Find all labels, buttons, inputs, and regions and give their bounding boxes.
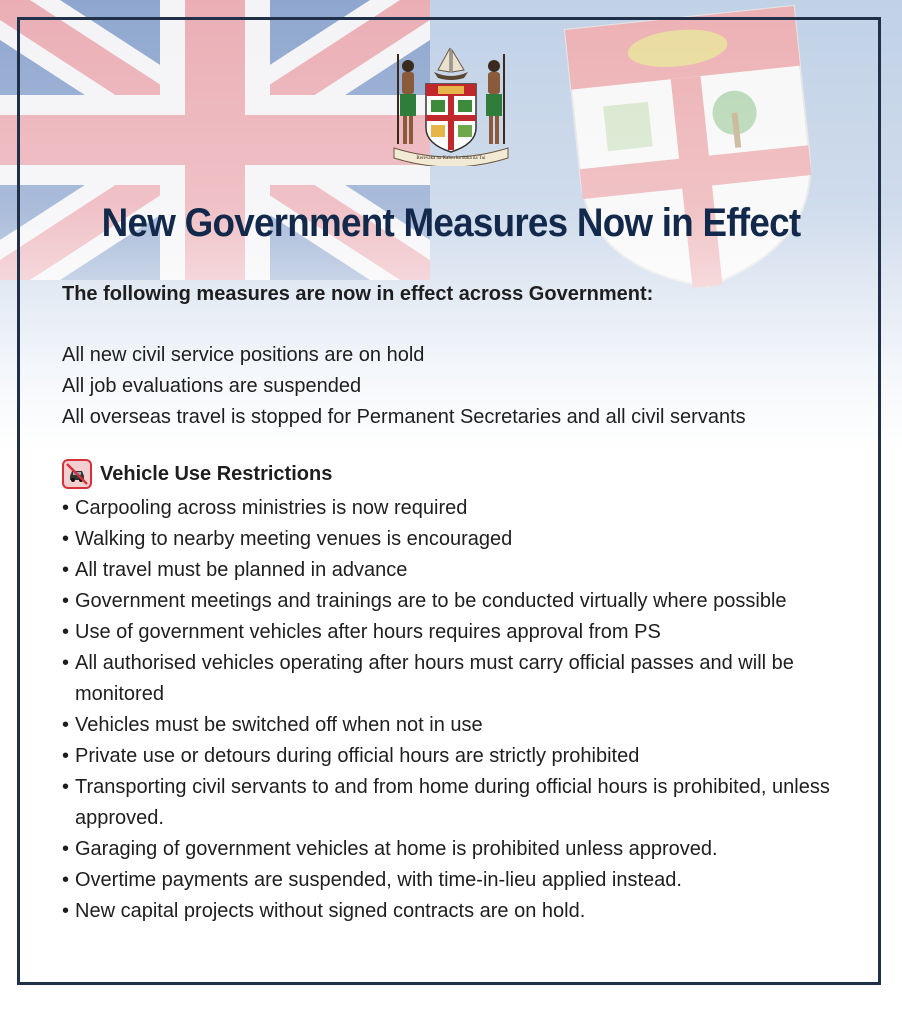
measures-list bbox=[62, 340, 746, 433]
intro-text: The following measures are now in effect across Government: bbox=[62, 283, 654, 305]
list-item: All job evaluations are suspended bbox=[62, 375, 362, 397]
list-item: • Garaging of government vehicles at home is prohibited unless approved. bbox=[62, 834, 852, 865]
list-item: • Vehicles must be switched off when not in use bbox=[62, 710, 852, 741]
list-item: All new civil service positions are on hold bbox=[62, 344, 425, 366]
list-item: • Walking to nearby meeting venues is encouraged bbox=[62, 524, 852, 555]
list-item: • Use of government vehicles after hours requires approval from PS bbox=[62, 617, 852, 648]
no-car-icon bbox=[62, 459, 92, 489]
vehicle-section-title: Vehicle Use Restrictions bbox=[100, 462, 333, 485]
list-item: • Carpooling across ministries is now required bbox=[62, 493, 852, 524]
list-item: • All travel must be planned in advance bbox=[62, 555, 852, 586]
list-item: • Overtime payments are suspended, with time-in-lieu applied instead. bbox=[62, 865, 852, 896]
list-item: • Private use or detours during official hours are strictly prohibited bbox=[62, 741, 852, 772]
list-item: • Government meetings and trainings are to be conducted virtually where possible bbox=[62, 586, 852, 617]
motto-text: Rerevaka na Kalou ka doka na Tui bbox=[416, 156, 486, 161]
vehicle-section-heading bbox=[62, 459, 332, 489]
coat-of-arms-icon bbox=[392, 44, 510, 166]
vehicle-restrictions-list bbox=[62, 493, 852, 927]
page-title: New Government Measures Now in Effect bbox=[101, 201, 801, 245]
list-item: • New capital projects without signed contracts are on hold. bbox=[62, 896, 852, 927]
list-item: • Transporting civil servants to and from home during official hours is prohibited, unless approved. bbox=[62, 772, 852, 834]
list-item: • All authorised vehicles operating after hours must carry official passes and will be monitored bbox=[62, 648, 852, 710]
list-item: All overseas travel is stopped for Permanent Secretaries and all civil servants bbox=[62, 406, 746, 428]
